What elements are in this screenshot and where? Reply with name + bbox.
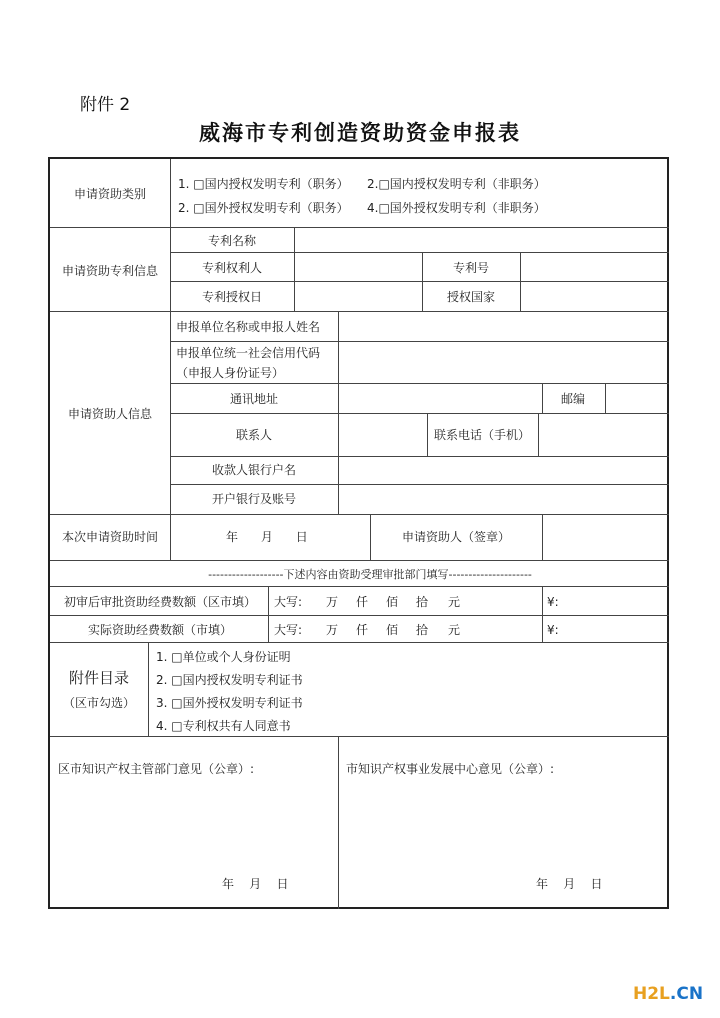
column-divider <box>542 514 543 560</box>
attachment-number: 附件 2 <box>80 95 131 115</box>
actual-funding-unit: 元 <box>448 623 461 637</box>
initial-funding-unit: 拾 <box>416 595 429 609</box>
attachment-item-id[interactable]: 1. □单位或个人身份证明 <box>156 650 291 664</box>
patent-grant-date-label: 专利授权日 <box>201 290 263 304</box>
contact-label: 联系人 <box>235 428 273 442</box>
column-divider <box>148 642 149 736</box>
bank-account-name-label: 收款人银行户名 <box>211 463 297 477</box>
initial-funding-unit: 仟 <box>356 595 369 609</box>
attachments-sublabel: （区市勾选） <box>62 696 136 710</box>
actual-funding-unit: 万 <box>326 623 339 637</box>
row-divider <box>170 413 669 414</box>
attachments-label: 附件目录 <box>68 669 130 687</box>
actual-funding-unit: 佰 <box>386 623 399 637</box>
initial-funding-label: 初审后审批资助经费数额（区市填） <box>63 595 257 609</box>
apply-time-label: 本次申请资助时间 <box>61 530 159 544</box>
row-divider <box>50 514 669 515</box>
column-divider <box>520 252 521 311</box>
city-opinion-label: 市知识产权事业发展中心意见（公章）: <box>346 762 555 776</box>
column-divider <box>427 413 428 456</box>
approval-section-divider: -------------------下述内容由资助受理审批部门填写--------------------- <box>208 568 532 581</box>
initial-funding-unit: 万 <box>326 595 339 609</box>
phone-label: 联系电话（手机） <box>433 428 531 442</box>
category-option-2[interactable]: 2.□国内授权发明专利（非职务） <box>367 177 546 191</box>
apply-date-value: 年 月 日 <box>226 530 308 544</box>
column-divider <box>538 413 539 456</box>
watermark-text-cn: .CN <box>669 984 704 1004</box>
bank-account-label: 开户银行及账号 <box>211 492 297 506</box>
column-divider <box>170 159 171 227</box>
column-divider <box>422 252 423 311</box>
credit-code-label: 申报单位统一社会信用代码 <box>176 346 321 360</box>
application-form-table <box>48 157 669 909</box>
attachment-item-foreign-cert[interactable]: 3. □国外授权发明专利证书 <box>156 696 303 710</box>
row-divider <box>50 311 669 312</box>
column-divider <box>170 514 171 560</box>
grant-country-label: 授权国家 <box>446 290 496 304</box>
applicant-signature-label: 申请资助人（签章） <box>401 530 511 544</box>
initial-funding-unit: 元 <box>448 595 461 609</box>
category-option-3[interactable]: 2. □国外授权发明专利（职务） <box>178 201 349 215</box>
category-label: 申请资助类别 <box>73 187 147 201</box>
column-divider <box>170 227 171 514</box>
column-divider <box>542 383 543 413</box>
row-divider <box>170 383 669 384</box>
row-divider <box>50 560 669 561</box>
actual-funding-unit: 仟 <box>356 623 369 637</box>
address-label: 通讯地址 <box>229 392 279 406</box>
column-divider <box>294 227 295 311</box>
row-divider <box>170 281 669 282</box>
row-divider <box>50 227 669 228</box>
applicant-name-label: 申报单位名称或申报人姓名 <box>176 320 321 334</box>
watermark-logo <box>633 984 703 1004</box>
actual-funding-capital-label: 大写: <box>274 623 303 637</box>
column-divider <box>338 311 339 514</box>
postcode-label: 邮编 <box>560 392 586 406</box>
initial-funding-capital-label: 大写: <box>274 595 303 609</box>
id-number-label: （申报人身份证号） <box>176 366 285 380</box>
row-divider <box>50 586 669 587</box>
column-divider <box>542 586 543 642</box>
city-opinion-date: 年 月 日 <box>536 877 603 891</box>
row-divider <box>50 736 669 737</box>
patent-number-label: 专利号 <box>452 261 490 275</box>
actual-funding-label: 实际资助经费数额（市填） <box>87 623 233 637</box>
category-option-1[interactable]: 1. □国内授权发明专利（职务） <box>178 177 349 191</box>
district-opinion-date: 年 月 日 <box>222 877 289 891</box>
column-divider <box>338 736 339 909</box>
row-divider <box>170 341 669 342</box>
row-divider <box>170 252 669 253</box>
actual-funding-unit: 拾 <box>416 623 429 637</box>
row-divider <box>170 484 669 485</box>
patent-name-label: 专利名称 <box>207 234 257 248</box>
initial-funding-unit: 佰 <box>386 595 399 609</box>
watermark-text-h2l: H2L <box>633 984 670 1004</box>
row-divider <box>50 615 669 616</box>
form-title: 威海市专利创造资助资金申报表 <box>199 120 521 145</box>
attachment-item-domestic-cert[interactable]: 2. □国内授权发明专利证书 <box>156 673 303 687</box>
category-option-4[interactable]: 4.□国外授权发明专利（非职务） <box>367 201 546 215</box>
actual-funding-yen-label: ¥: <box>547 623 559 637</box>
row-divider <box>170 456 669 457</box>
initial-funding-yen-label: ¥: <box>547 595 559 609</box>
patent-holder-label: 专利权利人 <box>201 261 263 275</box>
column-divider <box>268 586 269 642</box>
patent-info-label: 申请资助专利信息 <box>61 264 159 278</box>
column-divider <box>370 514 371 560</box>
district-opinion-label: 区市知识产权主管部门意见（公章）: <box>58 762 255 776</box>
column-divider <box>605 383 606 413</box>
attachment-item-coowner-consent[interactable]: 4. □专利权共有人同意书 <box>156 719 291 733</box>
applicant-info-label: 申请资助人信息 <box>67 407 153 421</box>
row-divider <box>50 642 669 643</box>
